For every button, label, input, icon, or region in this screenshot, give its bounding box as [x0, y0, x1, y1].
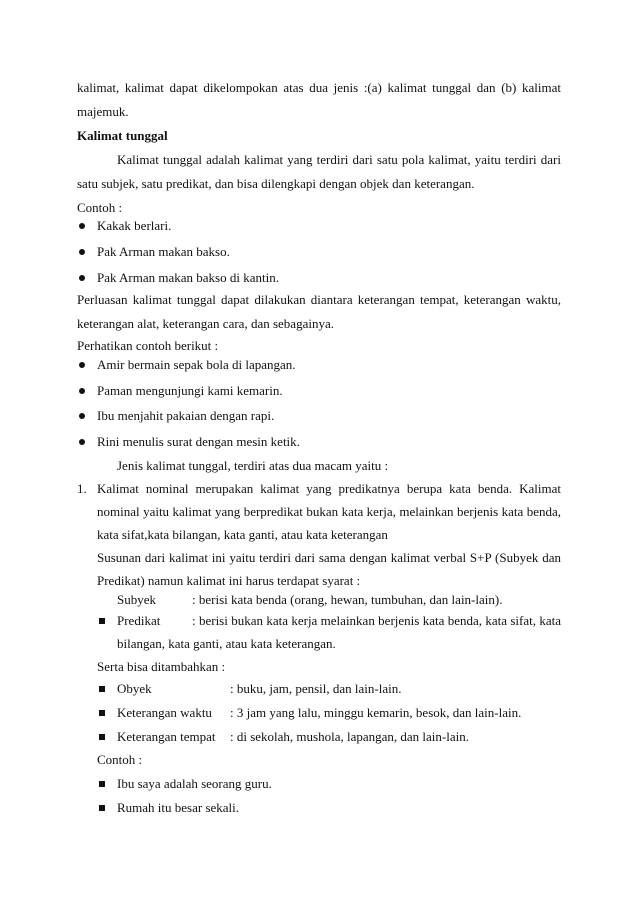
bullet-icon: [79, 413, 85, 419]
predikat-desc-1: : berisi bukan kata kerja melainkan berjenis kata benda, kata sifat, kata: [192, 613, 561, 628]
example-item: Rini menulis surat dengan mesin ketik.: [97, 434, 300, 449]
bullet-icon: [79, 388, 85, 394]
obyek-term: Obyek: [117, 681, 152, 696]
predikat-term: Predikat: [117, 613, 161, 628]
perluasan-line-2: keterangan alat, keterangan cara, dan sebagainya.: [77, 316, 334, 331]
square-bullet-icon: [99, 781, 105, 787]
tempat-term: Keterangan tempat: [117, 729, 216, 744]
square-bullet-icon: [99, 686, 105, 692]
bullet-icon: [79, 223, 85, 229]
square-bullet-icon: [99, 618, 105, 624]
obyek-desc: : buku, jam, pensil, dan lain-lain.: [230, 681, 402, 696]
square-bullet-icon: [99, 734, 105, 740]
bullet-icon: [79, 362, 85, 368]
example-item: Ibu menjahit pakaian dengan rapi.: [97, 408, 275, 423]
example-item: Pak Arman makan bakso.: [97, 244, 230, 259]
subyek-term: Subyek: [117, 592, 156, 607]
example-item: Rumah itu besar sekali.: [117, 800, 240, 815]
definition-line-2: satu subjek, satu predikat, dan bisa dilengkapi dengan objek dan keterangan.: [77, 176, 475, 191]
square-bullet-icon: [99, 710, 105, 716]
contoh-label: Contoh :: [77, 200, 123, 215]
square-bullet-icon: [99, 805, 105, 811]
section-heading: Kalimat tunggal: [77, 128, 168, 143]
bullet-icon: [79, 275, 85, 281]
tempat-desc: : di sekolah, mushola, lapangan, dan lain-lain.: [230, 729, 469, 744]
intro-line-2: majemuk.: [77, 104, 129, 119]
item1-line-1: Kalimat nominal merupakan kalimat yang predikatnya berupa kata benda. Kalimat: [97, 481, 561, 496]
jenis-line: Jenis kalimat tunggal, terdiri atas dua macam yaitu :: [117, 458, 389, 473]
waktu-desc: : 3 jam yang lalu, minggu kemarin, besok, dan lain-lain.: [230, 705, 522, 720]
example-item: Ibu saya adalah seorang guru.: [117, 776, 272, 791]
example-item: Pak Arman makan bakso di kantin.: [97, 270, 279, 285]
serta-line: Serta bisa ditambahkan :: [97, 659, 226, 674]
intro-line-1: kalimat, kalimat dapat dikelompokan atas dua jenis :(a) kalimat tunggal dan (b) kalimat: [77, 80, 561, 95]
predikat-desc-2: bilangan, kata ganti, atau kata keterangan.: [117, 636, 336, 651]
contoh-label-2: Contoh :: [97, 752, 143, 767]
subyek-desc: : berisi kata benda (orang, hewan, tumbuhan, dan lain-lain).: [192, 592, 503, 607]
perluasan-line-1: Perluasan kalimat tunggal dapat dilakukan diantara keterangan tempat, keterangan waktu,: [77, 292, 561, 307]
susunan-line-2: Predikat) namun kalimat ini harus terdapat syarat :: [97, 573, 361, 588]
list-number: 1.: [77, 481, 87, 496]
definition-line-1: Kalimat tunggal adalah kalimat yang terdiri dari satu pola kalimat, yaitu terdiri dari: [117, 152, 561, 167]
example-item: Paman mengunjungi kami kemarin.: [97, 383, 283, 398]
susunan-line-1: Susunan dari kalimat ini yaitu terdiri dari sama dengan kalimat verbal S+P (Subyek dan: [97, 550, 561, 565]
example-item: Amir bermain sepak bola di lapangan.: [97, 357, 296, 372]
perhatikan-label: Perhatikan contoh berikut :: [77, 338, 219, 353]
bullet-icon: [79, 249, 85, 255]
item1-line-3: kata sifat,kata bilangan, kata ganti, atau kata keterangan: [97, 527, 388, 542]
bullet-icon: [79, 439, 85, 445]
item1-line-2: nominal yaitu kalimat yang berpredikat bukan kata kerja, melainkan berjenis kata benda,: [97, 504, 561, 519]
example-item: Kakak berlari.: [97, 218, 172, 233]
waktu-term: Keterangan waktu: [117, 705, 212, 720]
